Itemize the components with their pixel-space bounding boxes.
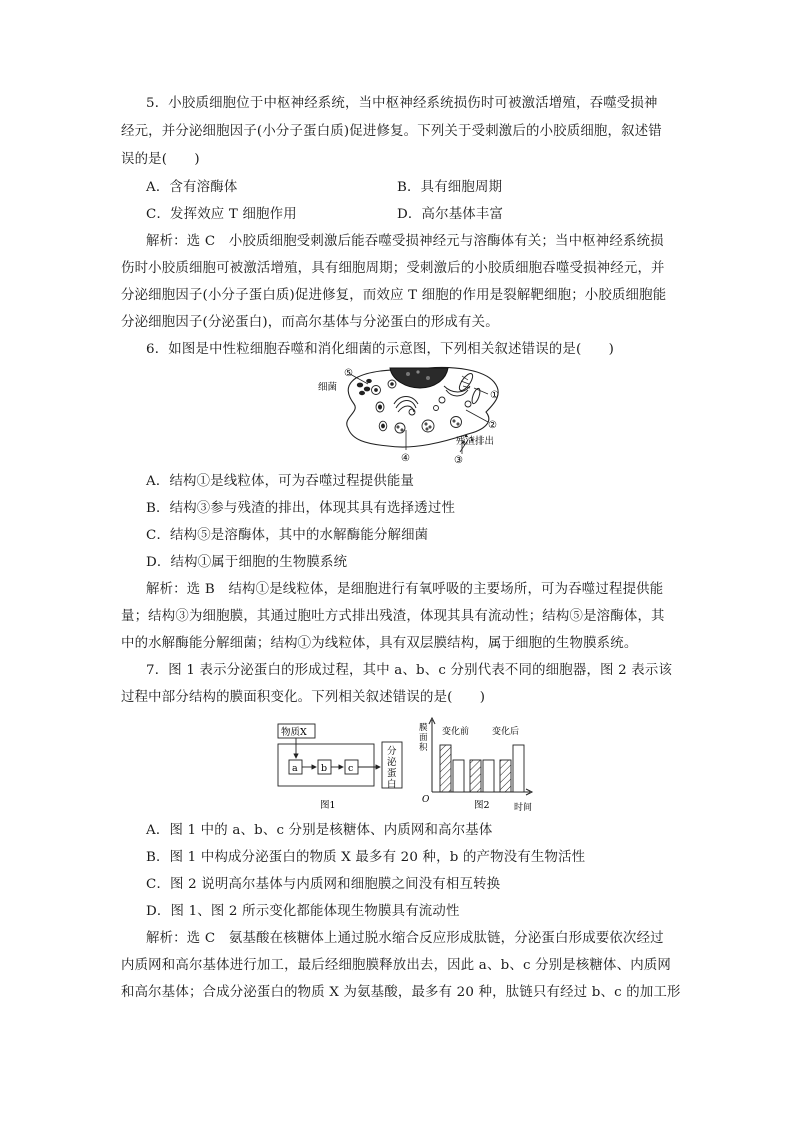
q5-option-b: B．具有细胞周期 [397,180,503,195]
q5-analysis-line-3: 分泌细胞因子(小分子蛋白质)促进修复，而效应 T 细胞的作用是裂解靶细胞；小胶质细胞能 [121,288,667,303]
bar-2-after [483,760,494,792]
ylabel-text-char: 面 [419,733,428,743]
golgi-shapes [394,386,470,412]
marker-1: ① [490,390,499,401]
bar-1-after [453,760,464,792]
bar-1-before [440,745,451,792]
q7-stem-line-1: 7．图 1 表示分泌蛋白的形成过程，其中 a、b、c 分别代表不同的细胞器，图 2 表示该 [146,663,673,678]
mitochondria-shapes [457,372,482,405]
q7-option-b: B．图 1 中构成分泌蛋白的物质 X 最多有 20 种，b 的产物没有生物活性 [146,850,586,865]
neutrophil-figure [316,364,516,466]
organelle-c-label: c [348,763,354,774]
organelle-a-label: a [292,763,298,774]
marker-2: ② [488,420,497,431]
marker-5: ⑤ [344,368,353,379]
bar-2-before [470,760,481,792]
substance-label: 物质X [281,727,307,738]
q6-option-c: C．结构⑤是溶酶体，其中的水解酶能分解细菌 [146,528,429,543]
figure-2 [418,716,550,816]
product-text-char: 白 [387,779,397,790]
bar-3-after [513,745,524,792]
legend-before: 变化前 [442,727,470,737]
figure-2-caption: 图2 [474,800,490,811]
q5-stem-line-1: 5．小胶质细胞位于中枢神经系统，当中枢神经系统损伤时可被激活增殖，吞噬受损神 [146,96,658,111]
q6-analysis-line-1: 解析：选 B 结构①是线粒体，是细胞进行有氧呼吸的主要场所，可为吞噬过程提供能 [146,582,664,597]
q6-analysis-line-2: 量；结构③为细胞膜，其通过胞吐方式排出残渣，体现其具有流动性；结构⑤是溶酶体，其 [121,609,665,624]
q6-option-b: B．结构③参与残渣的排出，体现其具有选择透过性 [146,501,456,516]
q7-stem-line-2: 过程中部分结构的膜面积变化。下列相关叙述错误的是( ) [121,690,486,705]
product-text-char: 蛋 [387,768,397,779]
marker-4: ④ [401,453,410,464]
x-axis-label: 时间 [514,803,533,813]
q5-option-c: C．发挥效应 T 细胞作用 [146,207,297,222]
q6-analysis-line-3: 中的水解酶能分解细菌；结构①为线粒体，具有双层膜结构，属于细胞的生物膜系统。 [121,636,638,651]
figure-1 [276,718,406,814]
bar-3-before [500,760,511,792]
legend-after: 变化后 [492,727,520,737]
q7-analysis-line-3: 和高尔基体；合成分泌蛋白的物质 X 为氨基酸，最多有 20 种，肽链只有经过 b、c 的加工形 [121,985,681,1000]
q7-option-d: D．图 1、图 2 所示变化都能体现生物膜具有流动性 [146,904,460,919]
q5-analysis-line-2: 伤时小胶质细胞可被激活增殖，具有细胞周期；受刺激后的小胶质细胞吞噬受损神经元，并 [121,261,665,276]
product-label [387,745,397,790]
q7-analysis-line-1: 解析：选 C 氨基酸在核糖体上通过脱水缩合反应形成肽链，分泌蛋白形成要依次经过 [146,931,664,946]
y-axis-label [419,722,428,753]
label-residue: 残渣排出 [456,436,495,447]
ylabel-text-char: 膜 [419,723,428,733]
origin-label: O [422,795,430,805]
organelle-b-label: b [321,763,328,774]
label-bacteria: 细菌 [318,382,338,393]
figure-1-caption: 图1 [320,800,336,811]
ylabel-text-char: 积 [419,743,428,753]
q5-option-d: D．高尔基体丰富 [397,207,504,222]
q7-analysis-line-2: 内质网和高尔基体进行加工，最后经细胞膜释放出去，因此 a、b、c 分别是核糖体、内质网 [121,958,672,973]
q6-option-a: A．结构①是线粒体，可为吞噬过程提供能量 [146,474,415,489]
bacteria-shapes [357,379,372,395]
product-text-char: 泌 [387,757,397,768]
q5-option-a: A．含有溶酶体 [146,180,238,195]
q6-option-d: D．结构①属于细胞的生物膜系统 [146,555,348,570]
q5-analysis-line-1: 解析：选 C 小胶质细胞受刺激后能吞噬受损神经元与溶酶体有关；当中枢神经系统损 [146,234,664,249]
product-text-char: 分 [387,746,397,757]
q7-option-a: A．图 1 中的 a、b、c 分别是核糖体、内质网和高尔基体 [146,823,493,838]
q5-analysis-line-4: 分泌细胞因子(分泌蛋白)，而高尔基体与分泌蛋白的形成有关。 [121,315,499,330]
q5-stem-line-3: 误的是( ) [121,152,200,167]
q5-stem-line-2: 经元，并分泌细胞因子(小分子蛋白质)促进修复。下列关于受刺激后的小胶质细胞，叙述错 [121,124,662,139]
marker-3: ③ [454,455,463,466]
q6-stem: 6．如图是中性粒细胞吞噬和消化细菌的示意图，下列相关叙述错误的是( ) [146,342,615,357]
q7-option-c: C．图 2 说明高尔基体与内质网和细胞膜之间没有相互转换 [146,877,501,892]
